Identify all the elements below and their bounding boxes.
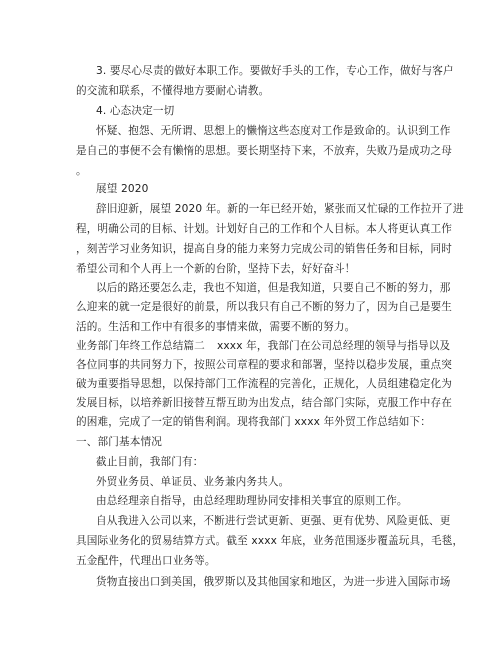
paragraph-future-line-3: 活的。生活和工作中有很多的事情来做，需要不断的努力。 xyxy=(76,321,356,333)
paragraph-business-line-2: 具国际业务化的贸易结算方式。截至 xxxx 年底，业务范围逐步覆盖玩具，毛毯， xyxy=(76,535,464,547)
paragraph-outlook-line-2: 程，明确公司的目标、计划。计划好自己的工作和个人目标。本人将更认真工作 xyxy=(76,223,453,235)
paragraph-3-line-1: 3. 要尽心尽责的做好本职工作。要做好手头的工作，专心工作，做好与客户 xyxy=(96,65,454,77)
paragraph-future-line-1: 以后的路还要怎么走，我也不知道，但是我知道，只要自己不断的努力，那 xyxy=(96,282,451,294)
paragraph-summary-line-5: 的困难，完成了一定的销售利润。现将我部门 xxxx 年外贸工作总结如下： xyxy=(76,416,432,428)
heading-mindset: 4. 心态决定一切 xyxy=(96,105,175,117)
section-1-heading: 一、部门基本情况 xyxy=(76,436,162,448)
paragraph-summary-line-3: 破为重要指导思想，以保持部门工作流程的完善化，正规化，人员组建稳定化为 xyxy=(76,378,453,390)
section-1-paragraph-2: 外贸业务员、单证员、业务兼内务共人。 xyxy=(96,476,290,488)
summary-title: 业务部门年终工作总结篇二 xyxy=(76,340,205,352)
paragraph-mindset-line-2: 是自己的事便不会有懒惰的思想。要长期坚持下来，不放弃，失败乃是成功之母 xyxy=(76,145,453,157)
paragraph-mindset-line-1: 怀疑、抱怨、无所谓、思想上的懒惰这些态度对工作是致命的。认识到工作 xyxy=(96,125,451,137)
paragraph-mindset-line-3: 。 xyxy=(76,165,87,177)
paragraph-export-line-1: 货物直接出口到美国，俄罗斯以及其他国家和地区，为进一步进入国际市场 xyxy=(96,576,451,588)
section-1-paragraph-3: 由总经理亲自指导，由总经理助理协同安排相关事宜的原则工作。 xyxy=(96,495,408,507)
paragraph-outlook-line-1: 辞旧迎新，展望 2020 年。新的一年已经开始，紧张而又忙碌的工作拉开了进 xyxy=(96,203,464,215)
paragraph-summary-line-2: 各位同事的共同努力下，按照公司章程的要求和部署，坚持以稳步发展，重点突 xyxy=(76,359,453,371)
paragraph-outlook-line-4: 希望公司和个人再上一个新的台阶，坚持下去，好好奋斗！ xyxy=(76,263,356,275)
summary-intro: xxxx 年，我部门在公司总经理的领导与指导以及 xyxy=(216,340,451,352)
paragraph-summary-line-4: 发展目标，以培养新旧接替互帮互助为出发点，结合部门实际，克服工作中存在 xyxy=(76,397,453,409)
heading-outlook: 展望 2020 xyxy=(96,183,149,195)
paragraph-business-line-3: 五金配件，代理出口业务等。 xyxy=(76,555,216,567)
section-1-paragraph-1: 截止目前，我部门有： xyxy=(96,456,204,468)
paragraph-3-line-2: 的交流和联系，不懂得地方要耐心请教。 xyxy=(76,85,270,97)
paragraph-summary-line-1 xyxy=(76,339,450,353)
paragraph-business-line-1: 自从我进入公司以来，不断进行尝试更新、更强、更有优势、风险更低、更 xyxy=(96,515,451,527)
paragraph-outlook-line-3: ，刻苦学习业务知识，提高自身的能力来努力完成公司的销售任务和目标，同时 xyxy=(76,243,453,255)
paragraph-future-line-2: 么迎来的就一定是很好的前景，所以我只有自己不断的努力了，因为自己是要生 xyxy=(76,301,453,313)
